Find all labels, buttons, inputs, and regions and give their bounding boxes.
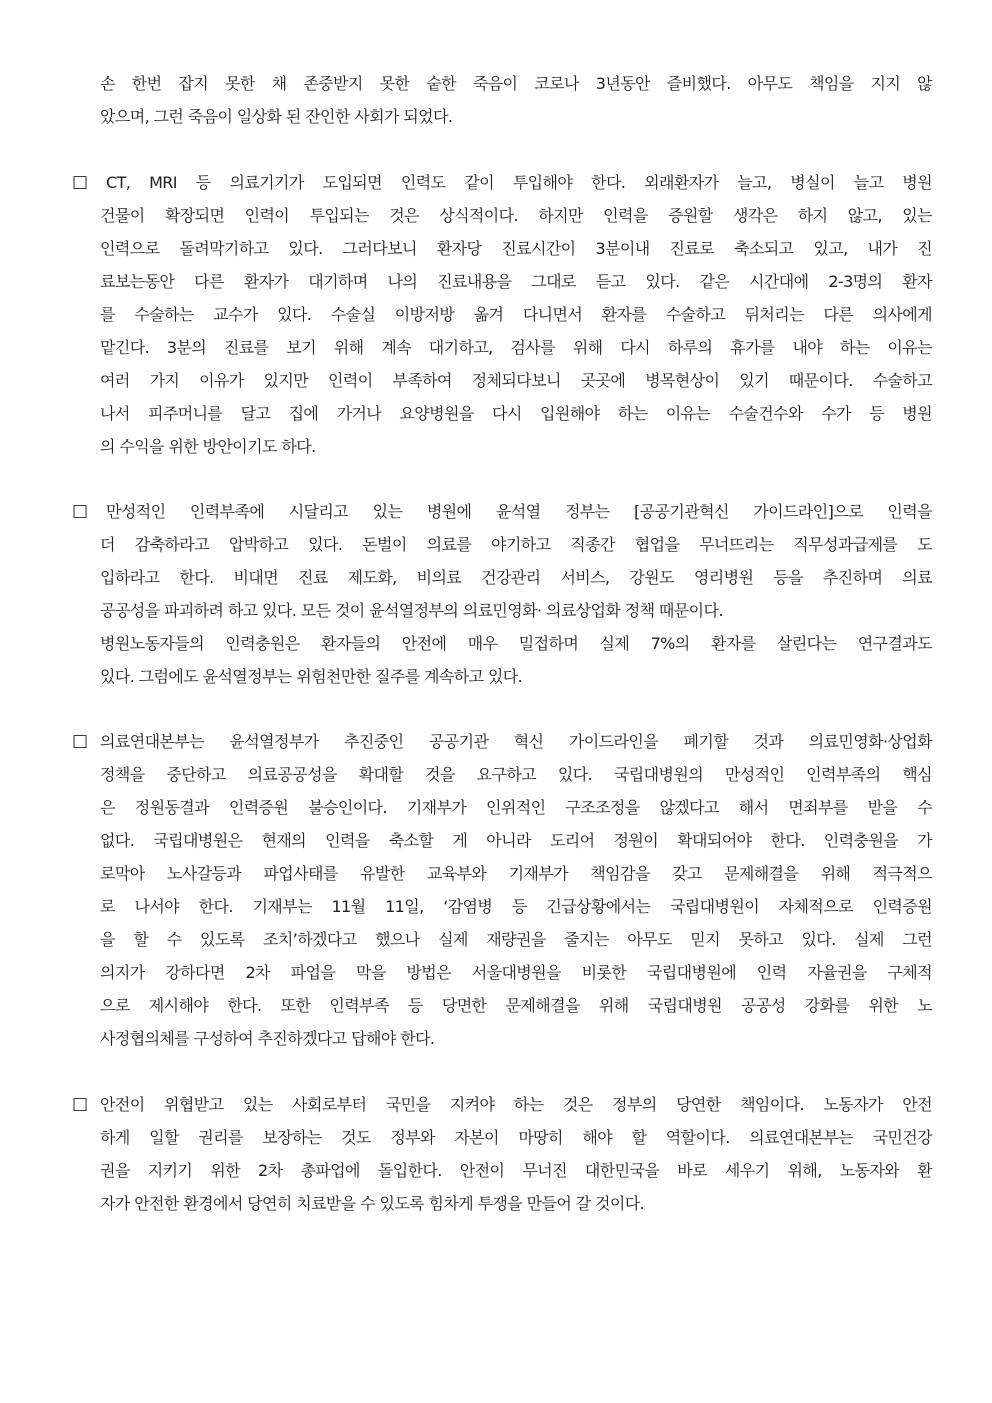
paragraph-line: 의 수익을 위한 방안이기도 하다.: [100, 437, 316, 456]
paragraph-line: 을 할 수 있도록 조치’하겠다고 했으나 실제 재량권을 줄지는 아무도 믿지 못하고 있다. 실제 그런: [100, 930, 932, 949]
paragraph-strike-announcement: [72, 1088, 932, 1220]
paragraph-staffing-equipment: [72, 166, 932, 463]
paragraph-line: 손 한번 잡지 못한 채 존중받지 못한 숱한 죽음이 코로나 3년동안 즐비했다. 아무도 책임을 지지 않: [100, 74, 932, 93]
paragraph-line: 자가 안전한 환경에서 당연히 치료받을 수 있도록 힘차게 투쟁을 만들어 갈 것이다.: [100, 1194, 645, 1213]
paragraph-line: 하게 일할 권리를 보장하는 것도 정부와 자본이 마땅히 해야 할 역할이다. 의료연대본부는 국민건강: [100, 1128, 932, 1147]
paragraph-union-demands: [72, 725, 932, 1055]
paragraph-line: 만성적인 인력부족에 시달리고 있는 병원에 윤석열 정부는 [공공기관혁신 가이드라인]으로 인력을: [106, 502, 932, 521]
paragraph-line: 인력으로 돌려막기하고 있다. 그러다보니 환자당 진료시간이 3분이내 진료로 축소되고 있고, 내가 진: [100, 239, 932, 258]
paragraph-line: 입하라고 한다. 비대면 진료 제도화, 비의료 건강관리 서비스, 강원도 영리병원 등을 추진하며 의료: [100, 568, 932, 587]
paragraph-line: 를 수술하는 교수가 있다. 수술실 이방저방 옮겨 다니면서 환자를 수술하고 뒤처리는 다른 의사에게: [100, 305, 932, 324]
paragraph-line: 더 감축하라고 압박하고 있다. 돈벌이 의료를 야기하고 직종간 협업을 무너뜨리는 직무성과급제를 도: [100, 535, 932, 554]
paragraph-line: 병원노동자들의 인력충원은 환자들의 안전에 매우 밀접하며 실제 7%의 환자를 살린다는 연구결과도: [100, 634, 932, 653]
paragraph-line: 로막아 노사갈등과 파업사태를 유발한 교육부와 기재부가 책임감을 갖고 문제해결을 위해 적극적으: [100, 864, 932, 883]
paragraph-line: 은 정원동결과 인력증원 불승인이다. 기재부가 인위적인 구조조정을 않겠다고 해서 면죄부를 받을 수: [100, 798, 932, 817]
checkbox-bullet-icon: □: [72, 731, 89, 751]
paragraph-line: CT, MRI 등 의료기기가 도입되면 인력도 같이 투입해야 한다. 외래환자가 늘고, 병실이 늘고 병원: [106, 173, 932, 192]
paragraph-line: 없다. 국립대병원은 현재의 인력을 축소할 게 아니라 도리어 정원이 확대되어야 한다. 인력충원을 가: [100, 831, 932, 850]
checkbox-bullet-icon: □: [72, 1094, 89, 1114]
paragraph-line: 권을 지키기 위한 2차 총파업에 돌입한다. 안전이 무너진 대한민국을 바로 세우기 위해, 노동자와 환: [100, 1161, 932, 1180]
paragraph-line: 건물이 확장되면 인력이 투입되는 것은 상식적이다. 하지만 인력을 증원할 생각은 하지 않고, 있는: [100, 206, 932, 225]
checkbox-bullet-icon: □: [72, 172, 89, 192]
checkbox-bullet-icon: □: [72, 501, 89, 521]
paragraph-line: 맡긴다. 3분의 진료를 보기 위해 계속 대기하고, 검사를 위해 다시 하루의 휴가를 내야 하는 이유는: [100, 338, 932, 357]
paragraph-line: 여러 가지 이유가 있지만 인력이 부족하여 정체되다보니 곳곳에 병목현상이 있기 때문이다. 수술하고: [100, 371, 932, 390]
paragraph-line: 정책을 중단하고 의료공공성을 확대할 것을 요구하고 있다. 국립대병원의 만성적인 인력부족의 핵심: [100, 765, 932, 784]
paragraph-line: 료보는동안 다른 환자가 대기하며 나의 진료내용을 그대로 듣고 있다. 같은 시간대에 2-3명의 환자: [100, 272, 932, 291]
paragraph-line: 안전이 위협받고 있는 사회로부터 국민을 지켜야 하는 것은 정부의 당연한 책임이다. 노동자가 안전: [100, 1095, 932, 1114]
paragraph-government-guideline: [72, 495, 932, 693]
paragraph-line: 나서 피주머니를 달고 집에 가거나 요양병원을 다시 입원해야 하는 이유는 수술건수와 수가 등 병원: [100, 404, 932, 423]
paragraph-line: 로 나서야 한다. 기재부는 11월 11일, ‘감염병 등 긴급상황에서는 국립대병원이 자체적으로 인력증원: [100, 897, 932, 916]
paragraph-line: 사정협의체를 구성하여 추진하겠다고 답해야 한다.: [100, 1029, 435, 1048]
paragraph-line: 으로 제시해야 한다. 또한 인력부족 등 당면한 문제해결을 위해 국립대병원 공공성 강화를 위한 노: [100, 996, 932, 1015]
paragraph-line: 았으며, 그런 죽음이 일상화 된 잔인한 사회가 되었다.: [100, 107, 453, 126]
paragraph-line: 의료연대본부는 윤석열정부가 추진중인 공공기관 혁신 가이드라인을 폐기할 것과 의료민영화·상업화: [100, 732, 932, 751]
paragraph-line: 의지가 강하다면 2차 파업을 막을 방법은 서울대병원을 비롯한 국립대병원에 인력 자율권을 구체적: [100, 963, 932, 982]
paragraph-line: 있다. 그럼에도 윤석열정부는 위험천만한 질주를 계속하고 있다.: [100, 667, 523, 686]
paragraph-intro: [72, 67, 932, 133]
paragraph-line: 공공성을 파괴하려 하고 있다. 모든 것이 윤석열정부의 의료민영화· 의료상업화 정책 때문이다.: [100, 601, 723, 620]
